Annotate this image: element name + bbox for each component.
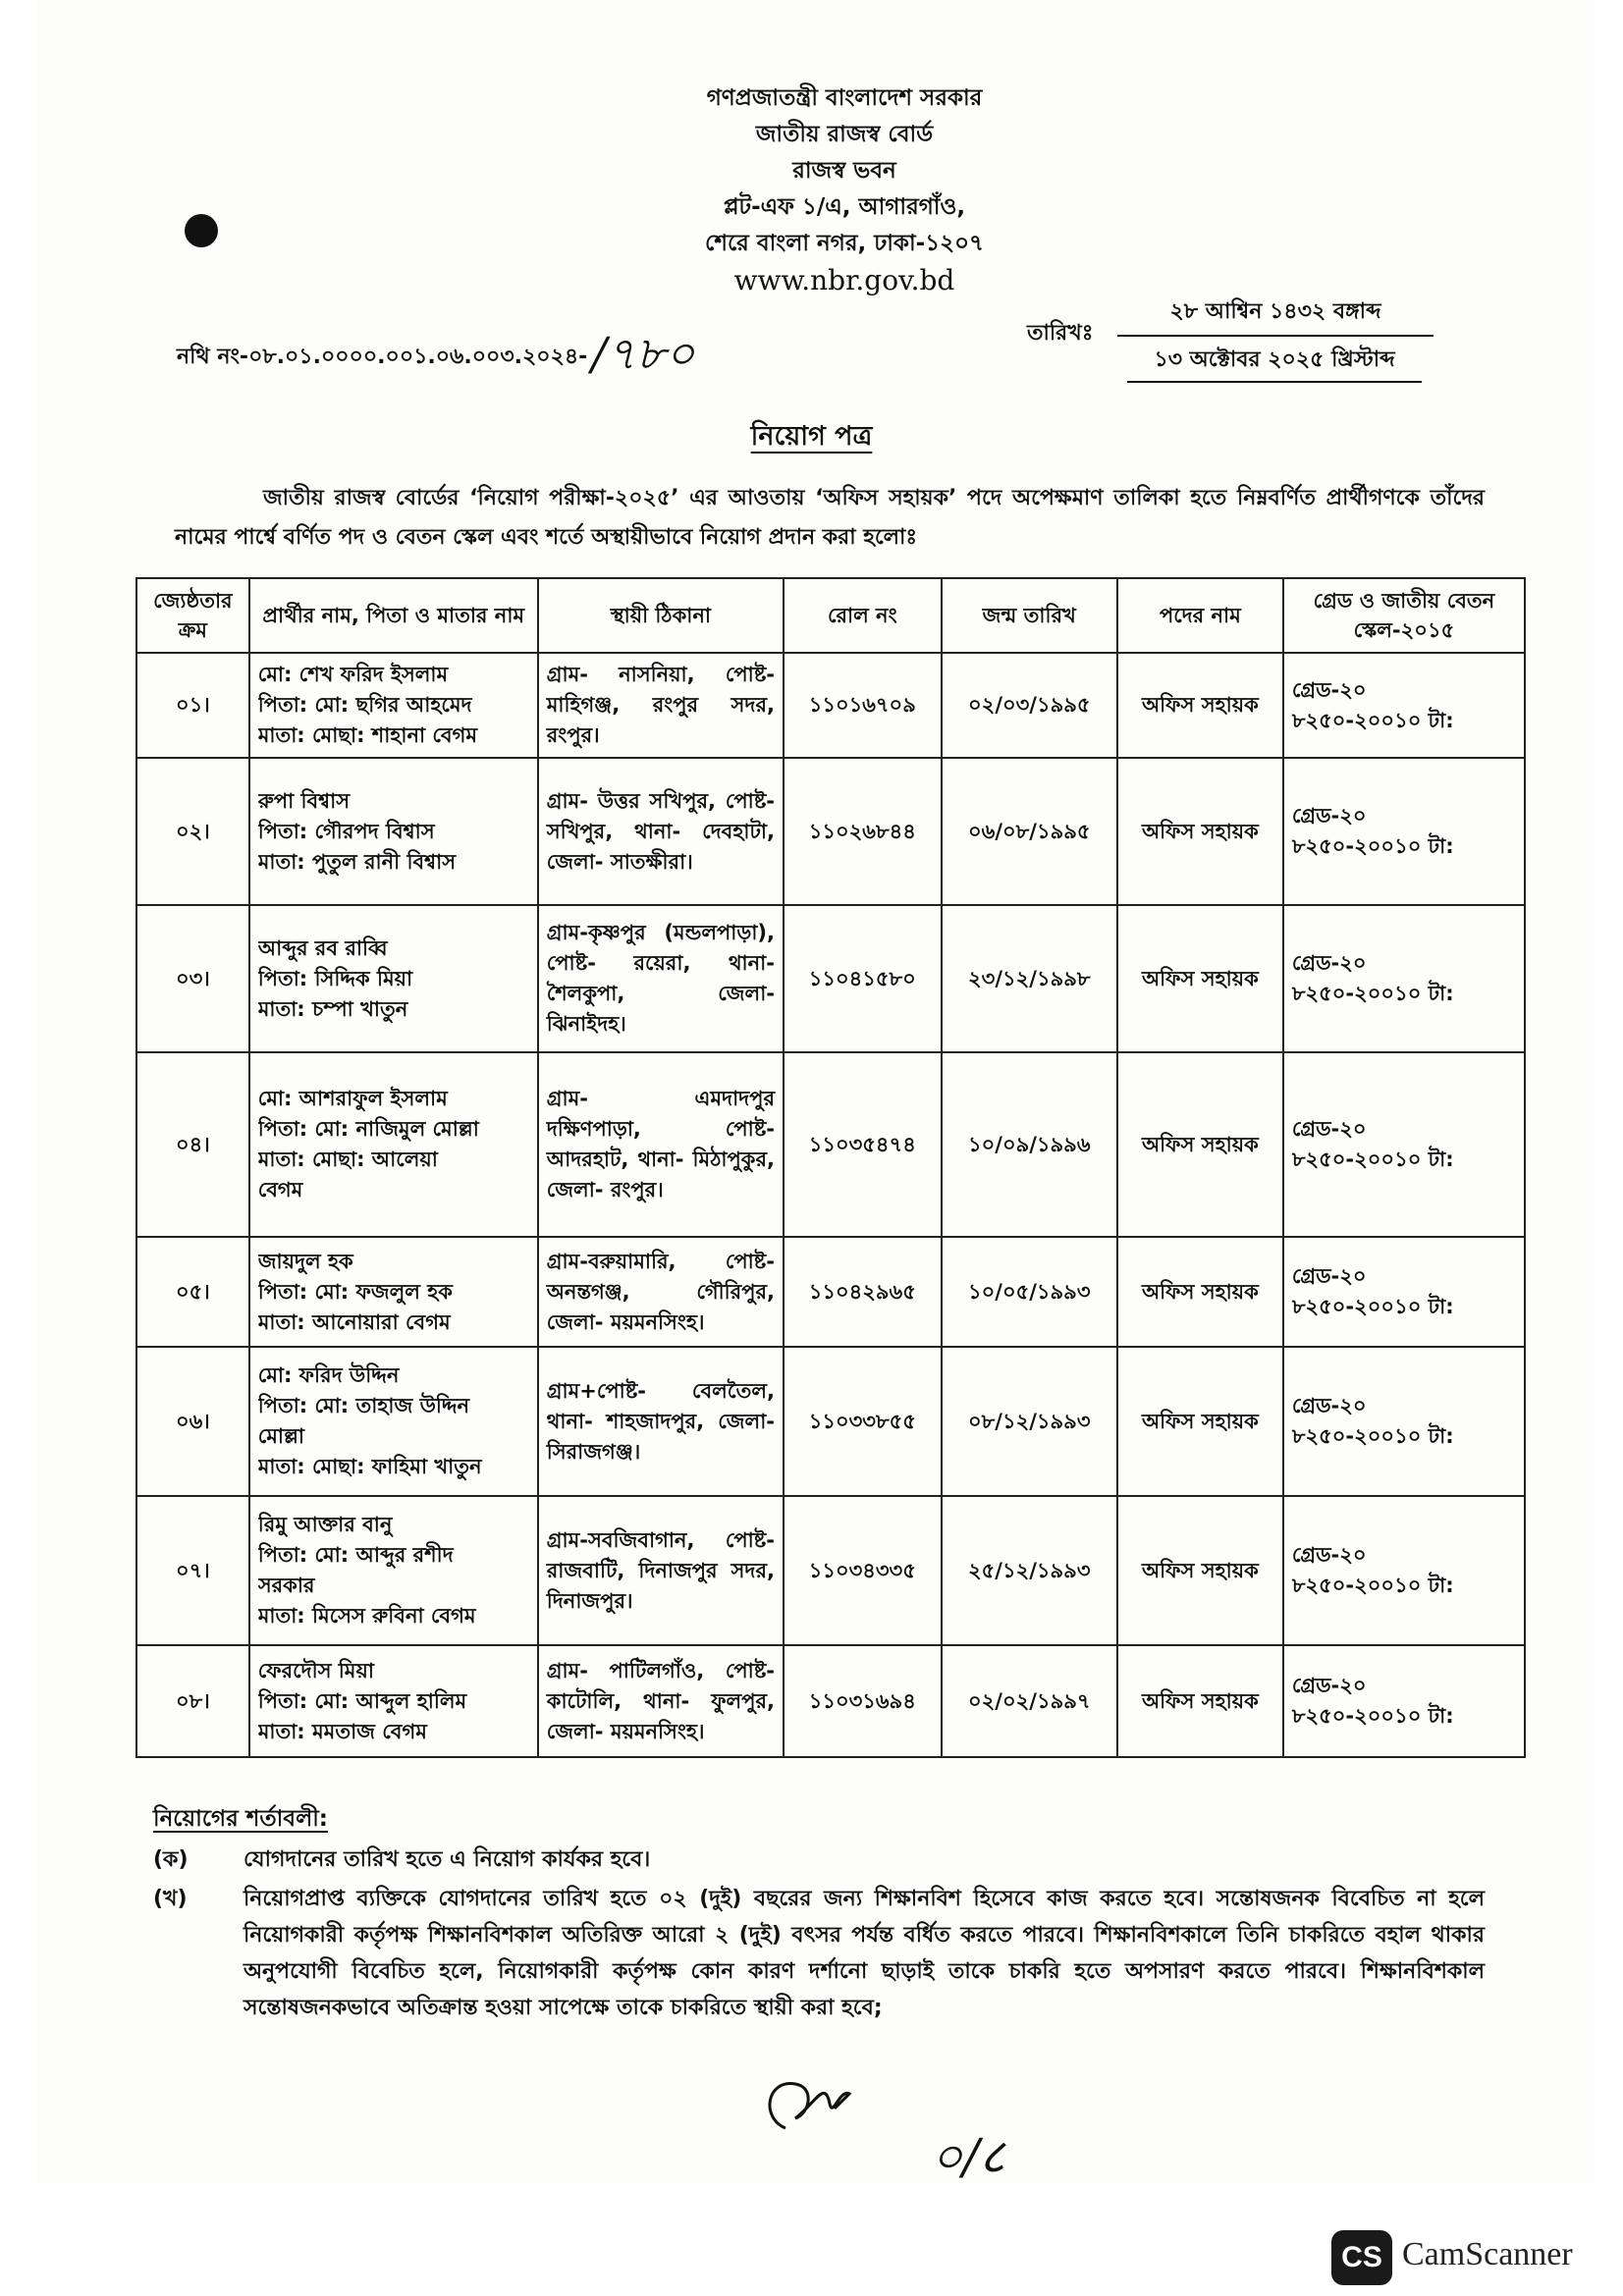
cell-roll: ১১০৩৩৮৫৫ — [784, 1347, 942, 1496]
cell-grade — [1283, 1645, 1525, 1757]
cell-serial: ০৮। — [136, 1645, 249, 1757]
cell-post: অফিস সহায়ক — [1117, 1496, 1283, 1645]
cell-dob: ১০/০৫/১৯৯৩ — [942, 1237, 1117, 1347]
cell-serial: ০৩। — [136, 905, 249, 1052]
header-dob: জন্ম তারিখ — [942, 578, 1117, 653]
header-serial: জ্যেষ্ঠতার ক্রম — [136, 578, 249, 653]
cell-address: গ্রাম- এমদাদপুর দক্ষিণপাড়া, পোষ্ট- আদরহাট, থানা- মিঠাপুকুর, জেলা- রংপুর। — [538, 1052, 784, 1237]
cell-name — [249, 758, 538, 905]
cell-post: অফিস সহায়ক — [1117, 1237, 1283, 1347]
cell-dob: ০২/০৩/১৯৯৫ — [942, 653, 1117, 758]
candidate-mother: মাতা: মোছা: শাহানা বেগম — [257, 723, 478, 747]
condition-text: নিয়োগপ্রাপ্ত ব্যক্তিকে যোগদানের তারিখ হতে ০২ (দুই) বছরের জন্য শিক্ষানবিশ হিসেবে কাজ করতে হবে। সন্তোষজনক বিবেচিত না হলে নিয়োগকারী কর্তৃপক্ষ শিক্ষানবিশকাল অতিরিক্ত আরো ২ (দুই) বৎসর পর্যন্ত বর্ধিত করতে পারবে। শিক্ষানবিশকালে তিনি চাকরিতে বহাল থাকার অনুপযোগী বিবেচিত হলে, নিয়োগকারী কর্তৃপক্ষ কোন কারণ দর্শানো ছাড়াই তাকে চাকরি হতে অপসারণ করতে পারবে। শিক্ষানবিশকাল সন্তোষজনকভাবে অতিক্রান্ত হওয়া সাপেক্ষে তাকে চাকরিতে স্থায়ী করা হবে; — [243, 1887, 1485, 2020]
cell-post: অফিস সহায়ক — [1117, 653, 1283, 758]
candidate-father: পিতা: গৌরপদ বিশ্বাস — [257, 819, 435, 843]
memo-number — [177, 320, 694, 395]
candidate-name: মো: আশরাফুল ইসলাম — [257, 1087, 448, 1110]
scale-text: ৮২৫০-২০০১০ টা: — [1291, 1424, 1454, 1448]
cell-post: অফিস সহায়ক — [1117, 1645, 1283, 1757]
grade-text: গ্রেড-২০ — [1291, 951, 1367, 975]
candidate-mother: মাতা: মিসেস রুবিনা বেগম — [257, 1604, 476, 1628]
table-row — [136, 1645, 1525, 1757]
cell-dob: ০৮/১২/১৯৯৩ — [942, 1347, 1117, 1496]
camscanner-watermark: CamScanner — [1402, 2236, 1573, 2272]
condition-label: (ক) — [153, 1847, 189, 1872]
header-line-building: রাজস্ব ভবন — [792, 158, 896, 184]
cell-serial: ০২। — [136, 758, 249, 905]
cell-post: অফিস সহায়ক — [1117, 905, 1283, 1052]
cell-roll: ১১০৪১৫৮০ — [784, 905, 942, 1052]
cell-grade — [1283, 758, 1525, 905]
scale-text: ৮২৫০-২০০১০ টা: — [1291, 834, 1454, 858]
cell-name — [249, 1052, 538, 1237]
letterhead — [589, 80, 1100, 298]
candidate-mother: মাতা: পুতুল রানী বিশ্বাস — [257, 849, 457, 874]
cell-grade — [1283, 1347, 1525, 1496]
appointment-table — [135, 577, 1526, 1758]
cell-name — [249, 905, 538, 1052]
cell-grade — [1283, 653, 1525, 758]
date-bangla: ২৮ আশ্বিন ১৪৩২ বঙ্গাব্দ — [1117, 294, 1434, 337]
candidate-name: ফেরদৌস মিয়া — [257, 1658, 374, 1682]
cell-name — [249, 1347, 538, 1496]
table-row — [136, 905, 1525, 1052]
table-row — [136, 1237, 1525, 1347]
table-row — [136, 1347, 1525, 1496]
grade-text: গ্রেড-২০ — [1291, 677, 1367, 702]
header-line-board: জাতীয় রাজস্ব বোর্ড — [755, 122, 934, 147]
candidate-name: মো: ফরিদ উদ্দিন — [257, 1363, 400, 1387]
cell-roll: ১১০৩৫৪৭৪ — [784, 1052, 942, 1237]
date-gregorian: ১৩ অক্টোবর ২০২৫ খ্রিস্টাব্দ — [1127, 337, 1422, 383]
cell-post: অফিস সহায়ক — [1117, 1347, 1283, 1496]
cell-name — [249, 1496, 538, 1645]
cell-grade — [1283, 1496, 1525, 1645]
cell-roll: ১১০৩৪৩৩৫ — [784, 1496, 942, 1645]
candidate-father: পিতা: মো: ফজলুল হক — [257, 1279, 453, 1304]
cell-roll: ১১০২৬৮৪৪ — [784, 758, 942, 905]
cell-post: অফিস সহায়ক — [1117, 758, 1283, 905]
condition-label: (খ) — [153, 1887, 188, 1911]
memo-number-handwritten: /৭৮০ — [591, 327, 695, 380]
memo-number-prefix: নথি নং-০৮.০১.০০০০.০০১.০৬.০০৩.২০২৪- — [177, 345, 588, 369]
grade-text: গ্রেড-২০ — [1291, 804, 1367, 828]
cell-roll: ১১০১৬৭০৯ — [784, 653, 942, 758]
cell-dob: ১০/০৯/১৯৯৬ — [942, 1052, 1117, 1237]
cell-serial: ০৫। — [136, 1237, 249, 1347]
cell-roll: ১১০৪২৯৬৫ — [784, 1237, 942, 1347]
document-title-text: নিয়োগ পত্র — [750, 421, 873, 452]
candidate-name: আব্দুর রব রাব্বি — [257, 935, 388, 960]
scale-text: ৮২৫০-২০০১০ টা: — [1291, 1148, 1454, 1171]
cell-dob: ২৫/১২/১৯৯৩ — [942, 1496, 1117, 1645]
table-header-row — [136, 578, 1525, 653]
header-roll: রোল নং — [784, 578, 942, 653]
header-line-government: গণপ্রজাতন্ত্রী বাংলাদেশ সরকার — [706, 85, 983, 111]
cell-name — [249, 1645, 538, 1757]
cell-name — [249, 653, 538, 758]
candidate-mother: মাতা: মমতাজ বেগম — [257, 1719, 427, 1743]
cell-address: গ্রাম-সবজিবাগান, পোষ্ট- রাজবাটি, দিনাজপুর সদর, দিনাজপুর। — [538, 1496, 784, 1645]
grade-text: গ্রেড-২০ — [1291, 1543, 1367, 1567]
candidate-father: পিতা: সিদ্দিক মিয়া — [257, 966, 413, 990]
header-line-city: শেরে বাংলা নগর, ঢাকা-১২০৭ — [705, 231, 984, 256]
cell-post: অফিস সহায়ক — [1117, 1052, 1283, 1237]
scale-text: ৮২৫০-২০০১০ টা: — [1291, 1574, 1454, 1597]
candidate-mother: মাতা: চম্পা খাতুন — [257, 996, 408, 1021]
cell-address: গ্রাম+পোষ্ট- বেলতৈল, থানা- শাহজাদপুর, জেলা- সিরাজগঞ্জ। — [538, 1347, 784, 1496]
grade-text: গ্রেড-২০ — [1291, 1674, 1367, 1697]
candidate-father: পিতা: মো: আব্দুল হালিম — [257, 1688, 467, 1713]
candidate-mother: মাতা: মোছা: আলেয়া — [257, 1148, 438, 1171]
cell-serial: ০৭। — [136, 1496, 249, 1645]
cell-dob: ০২/০২/১৯৯৭ — [942, 1645, 1117, 1757]
candidate-father: পিতা: মো: ছগির আহমেদ — [257, 693, 472, 717]
candidate-name: মো: শেখ ফরিদ ইসলাম — [257, 663, 449, 686]
candidate-mother-cont: বেগম — [257, 1178, 303, 1201]
cell-dob: ২৩/১২/১৯৯৮ — [942, 905, 1117, 1052]
intro-paragraph: জাতীয় রাজস্ব বোর্ডের ‘নিয়োগ পরীক্ষা-২০২৫’ এর আওতায় ‘অফিস সহায়ক’ পদে অপেক্ষমাণ তালিকা হতে নিম্নবর্ণিত প্রার্থীগণকে তাঁদের নামের পার্শ্বে বর্ণিত পদ ও বেতন স্কেল এবং শর্তে অস্থায়ীভাবে নিয়োগ প্রদান করা হলোঃ — [175, 486, 1485, 550]
cell-dob: ০৬/০৮/১৯৯৫ — [942, 758, 1117, 905]
cell-name — [249, 1237, 538, 1347]
conditions-heading: নিয়োগের শর্তাবলী: — [153, 1806, 328, 1832]
candidate-name: জায়দুল হক — [257, 1249, 353, 1273]
camscanner-logo-icon: CS — [1331, 2230, 1392, 2285]
header-grade: গ্রেড ও জাতীয় বেতন স্কেল-২০১৫ — [1283, 578, 1525, 653]
scale-text: ৮২৫০-২০০১০ টা: — [1291, 708, 1454, 732]
scale-text: ৮২৫০-২০০১০ টা: — [1291, 1704, 1454, 1728]
candidate-mother: মাতা: মোছা: ফাহিমা খাতুন — [257, 1455, 482, 1478]
condition-item — [153, 1842, 1485, 1878]
page-number-handwritten: ০/८ — [931, 2128, 1005, 2185]
candidate-father-cont: মোল্লা — [257, 1424, 305, 1448]
scale-text: ৮২৫০-২০০১০ টা: — [1291, 1295, 1454, 1318]
cell-serial: ০৬। — [136, 1347, 249, 1496]
scale-text: ৮২৫০-২০০১০ টা: — [1291, 982, 1454, 1005]
header-name: প্রার্থীর নাম, পিতা ও মাতার নাম — [249, 578, 538, 653]
table-row — [136, 1496, 1525, 1645]
table-row — [136, 758, 1525, 905]
cell-roll: ১১০৩১৬৯৪ — [784, 1645, 942, 1757]
candidate-mother: মাতা: আনোয়ারা বেগম — [257, 1309, 451, 1334]
cell-address: গ্রাম- পাটিলগাঁও, পোষ্ট- কাটোলি, থানা- ফুলপুর, জেলা- ময়মনসিংহ। — [538, 1645, 784, 1757]
candidate-name: রিমু আক্তার বানু — [257, 1513, 393, 1536]
cell-grade — [1283, 905, 1525, 1052]
header-website: www.nbr.gov.bd — [733, 264, 955, 296]
header-address: স্থায়ী ঠিকানা — [538, 578, 784, 653]
initial-signature — [756, 2059, 864, 2148]
date-label: তারিখঃ — [1027, 321, 1094, 346]
candidate-father: পিতা: মো: তাহাজ উদ্দিন — [257, 1394, 470, 1417]
table-row — [136, 653, 1525, 758]
cell-serial: ০১। — [136, 653, 249, 758]
candidate-name: রুপা বিশ্বাস — [257, 788, 351, 813]
cell-address: গ্রাম-কৃষ্ণপুর (মন্ডলপাড়া), পোষ্ট- রয়েরা, থানা- শৈলকুপা, জেলা- ঝিনাইদহ। — [538, 905, 784, 1052]
cell-address: গ্রাম- নাসনিয়া, পোষ্ট- মাহিগঞ্জ, রংপুর সদর, রংপুর। — [538, 653, 784, 758]
condition-text: যোগদানের তারিখ হতে এ নিয়োগ কার্যকর হবে। — [243, 1847, 651, 1872]
cell-address: গ্রাম- উত্তর সখিপুর, পোষ্ট- সখিপুর, থানা- দেবহাটা, জেলা- সাতক্ষীরা। — [538, 758, 784, 905]
candidate-father: পিতা: মো: আব্দুর রশীদ — [257, 1543, 454, 1567]
header-post: পদের নাম — [1117, 578, 1283, 653]
date-block — [1117, 294, 1434, 383]
cell-serial: ০৪। — [136, 1052, 249, 1237]
candidate-father: পিতা: মো: নাজিমুল মোল্লা — [257, 1117, 479, 1141]
cell-address: গ্রাম-বরুয়ামারি, পোষ্ট- অনন্তগঞ্জ, গৌরিপুর, জেলা- ময়মনসিংহ। — [538, 1237, 784, 1347]
candidate-father-cont: সরকার — [257, 1574, 315, 1597]
grade-text: গ্রেড-২০ — [1291, 1394, 1367, 1417]
grade-text: গ্রেড-২০ — [1291, 1264, 1367, 1288]
condition-item — [153, 1881, 1485, 2026]
cell-grade — [1283, 1052, 1525, 1237]
punch-hole-dot — [185, 214, 218, 247]
header-line-plot: প্লট-এফ ১/এ, আগারগাঁও, — [723, 194, 966, 220]
cell-grade — [1283, 1237, 1525, 1347]
document-title — [0, 416, 1623, 460]
table-row — [136, 1052, 1525, 1237]
grade-text: গ্রেড-২০ — [1291, 1117, 1367, 1141]
